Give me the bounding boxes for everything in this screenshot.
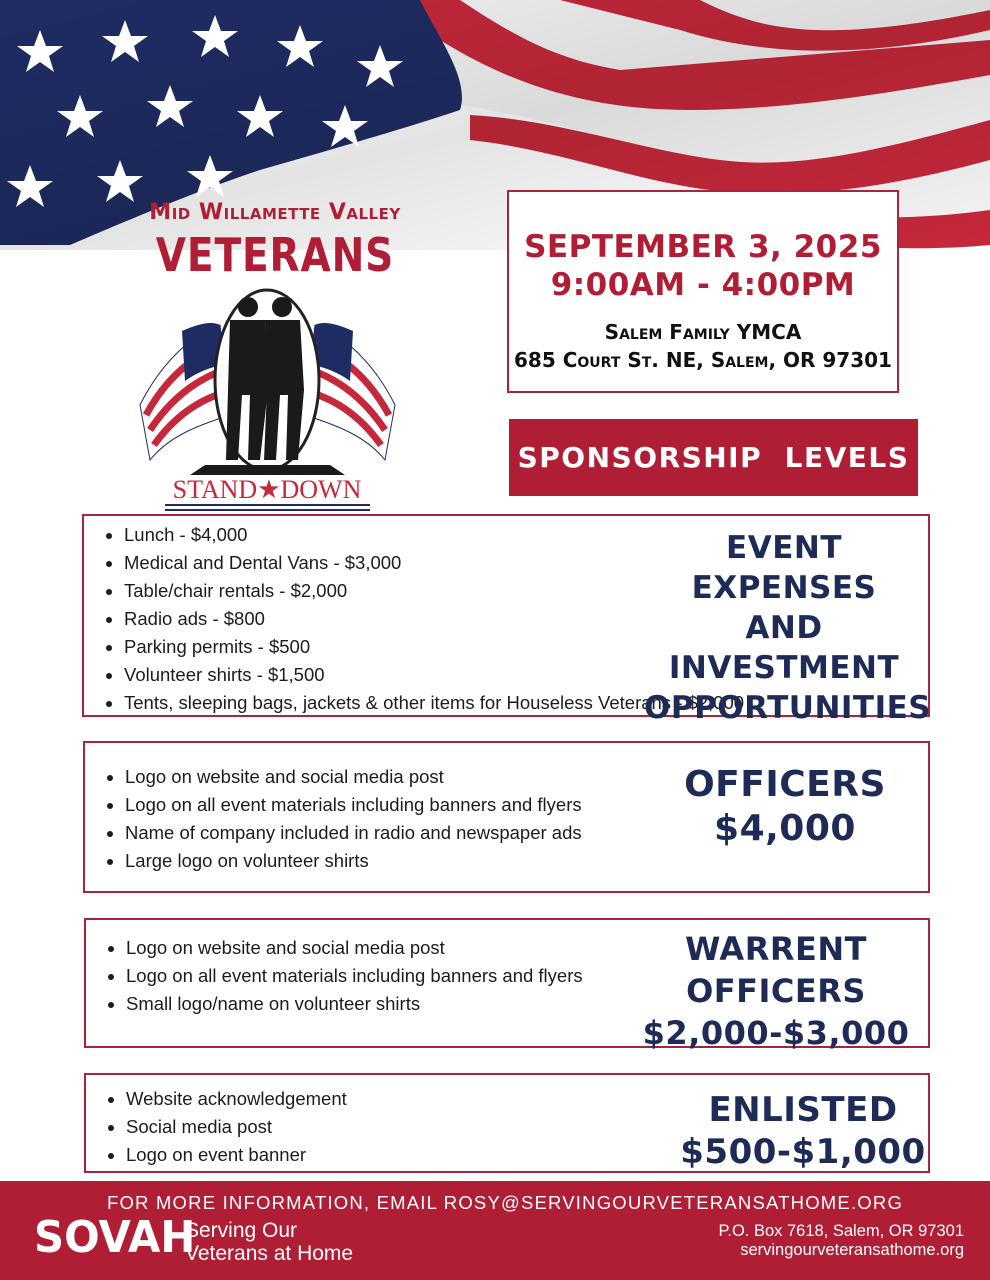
list-item: • Parking permits - $500 [124, 633, 928, 661]
list-item: • Logo on all event materials including banners and flyers [126, 962, 928, 990]
list-item: • Name of company included in radio and newspaper ads [125, 819, 928, 847]
officers-title: OFFICERS [684, 764, 886, 805]
event-expenses-title: EVENT EXPENSES AND INVESTMENT OPPORTUNITIES [644, 530, 932, 726]
list-item: • Logo on event banner [126, 1141, 928, 1169]
event-date: SEPTEMBER 3, 2025 [524, 229, 882, 265]
footer-contact [718, 1222, 964, 1260]
warrent-officers-title: WARRENT OFFICERS [685, 930, 867, 1010]
event-expenses-box [82, 514, 932, 726]
list-item: • Logo on website and social media post [126, 934, 928, 962]
enlisted-price: $500-$1,000 [680, 1132, 926, 1172]
emblem-text: STAND★DOWN [172, 475, 362, 504]
footer [0, 1181, 990, 1280]
stand-down-emblem [130, 285, 405, 515]
sponsorship-levels-label: SPONSORSHIP LEVELS [517, 441, 910, 474]
org-name-line2: VETERANS [155, 228, 395, 282]
list-item: • Logo on all event materials including banners and flyers [125, 791, 928, 819]
list-item: • Logo on website and social media post [125, 763, 928, 791]
sovah-tagline: Serving Our Veterans at Home [185, 1219, 354, 1265]
list-item: • Volunteer shirts - $1,500 [124, 661, 928, 689]
list-item: • Website acknowledgement [126, 1085, 928, 1113]
event-venue: Salem Family YMCA [604, 320, 802, 344]
list-item: • Tents, sleeping bags, jackets & other items for Houseless Veterans - $2,000 [124, 689, 928, 717]
list-item: • Radio ads - $800 [124, 605, 928, 633]
enlisted-title: ENLISTED [708, 1090, 898, 1130]
enlisted-tier-box [84, 1073, 930, 1173]
event-address: 685 Court St. NE, Salem, OR 97301 [514, 348, 892, 372]
event-details-box [507, 190, 899, 393]
footer-address: P.O. Box 7618, Salem, OR 97301 [718, 1222, 964, 1240]
footer-email-line: FOR MORE INFORMATION, EMAIL ROSY@SERVINGOURVETERANSATHOME.ORG [106, 1192, 904, 1213]
warrent-officers-tier-box [84, 918, 930, 1052]
officers-tier-box [83, 741, 930, 893]
list-item: • Large logo on volunteer shirts [125, 847, 928, 875]
event-time: 9:00AM - 4:00PM [550, 267, 856, 303]
list-item: • Small logo/name on volunteer shirts [126, 990, 928, 1018]
sovah-logo: SOVAH [34, 1212, 196, 1263]
org-name-line1: Mid Willamette Valley [149, 200, 401, 225]
list-item: • Medical and Dental Vans - $3,000 [124, 549, 928, 577]
footer-website[interactable]: servingourveteransathome.org [740, 1241, 964, 1259]
officers-price: $4,000 [714, 808, 856, 849]
sponsorship-levels-banner [509, 419, 918, 496]
list-item: • Lunch - $4,000 [124, 521, 928, 549]
list-item: • Table/chair rentals - $2,000 [124, 577, 928, 605]
list-item: • Social media post [126, 1113, 928, 1141]
warrent-officers-price: $2,000-$3,000 [642, 1014, 910, 1052]
